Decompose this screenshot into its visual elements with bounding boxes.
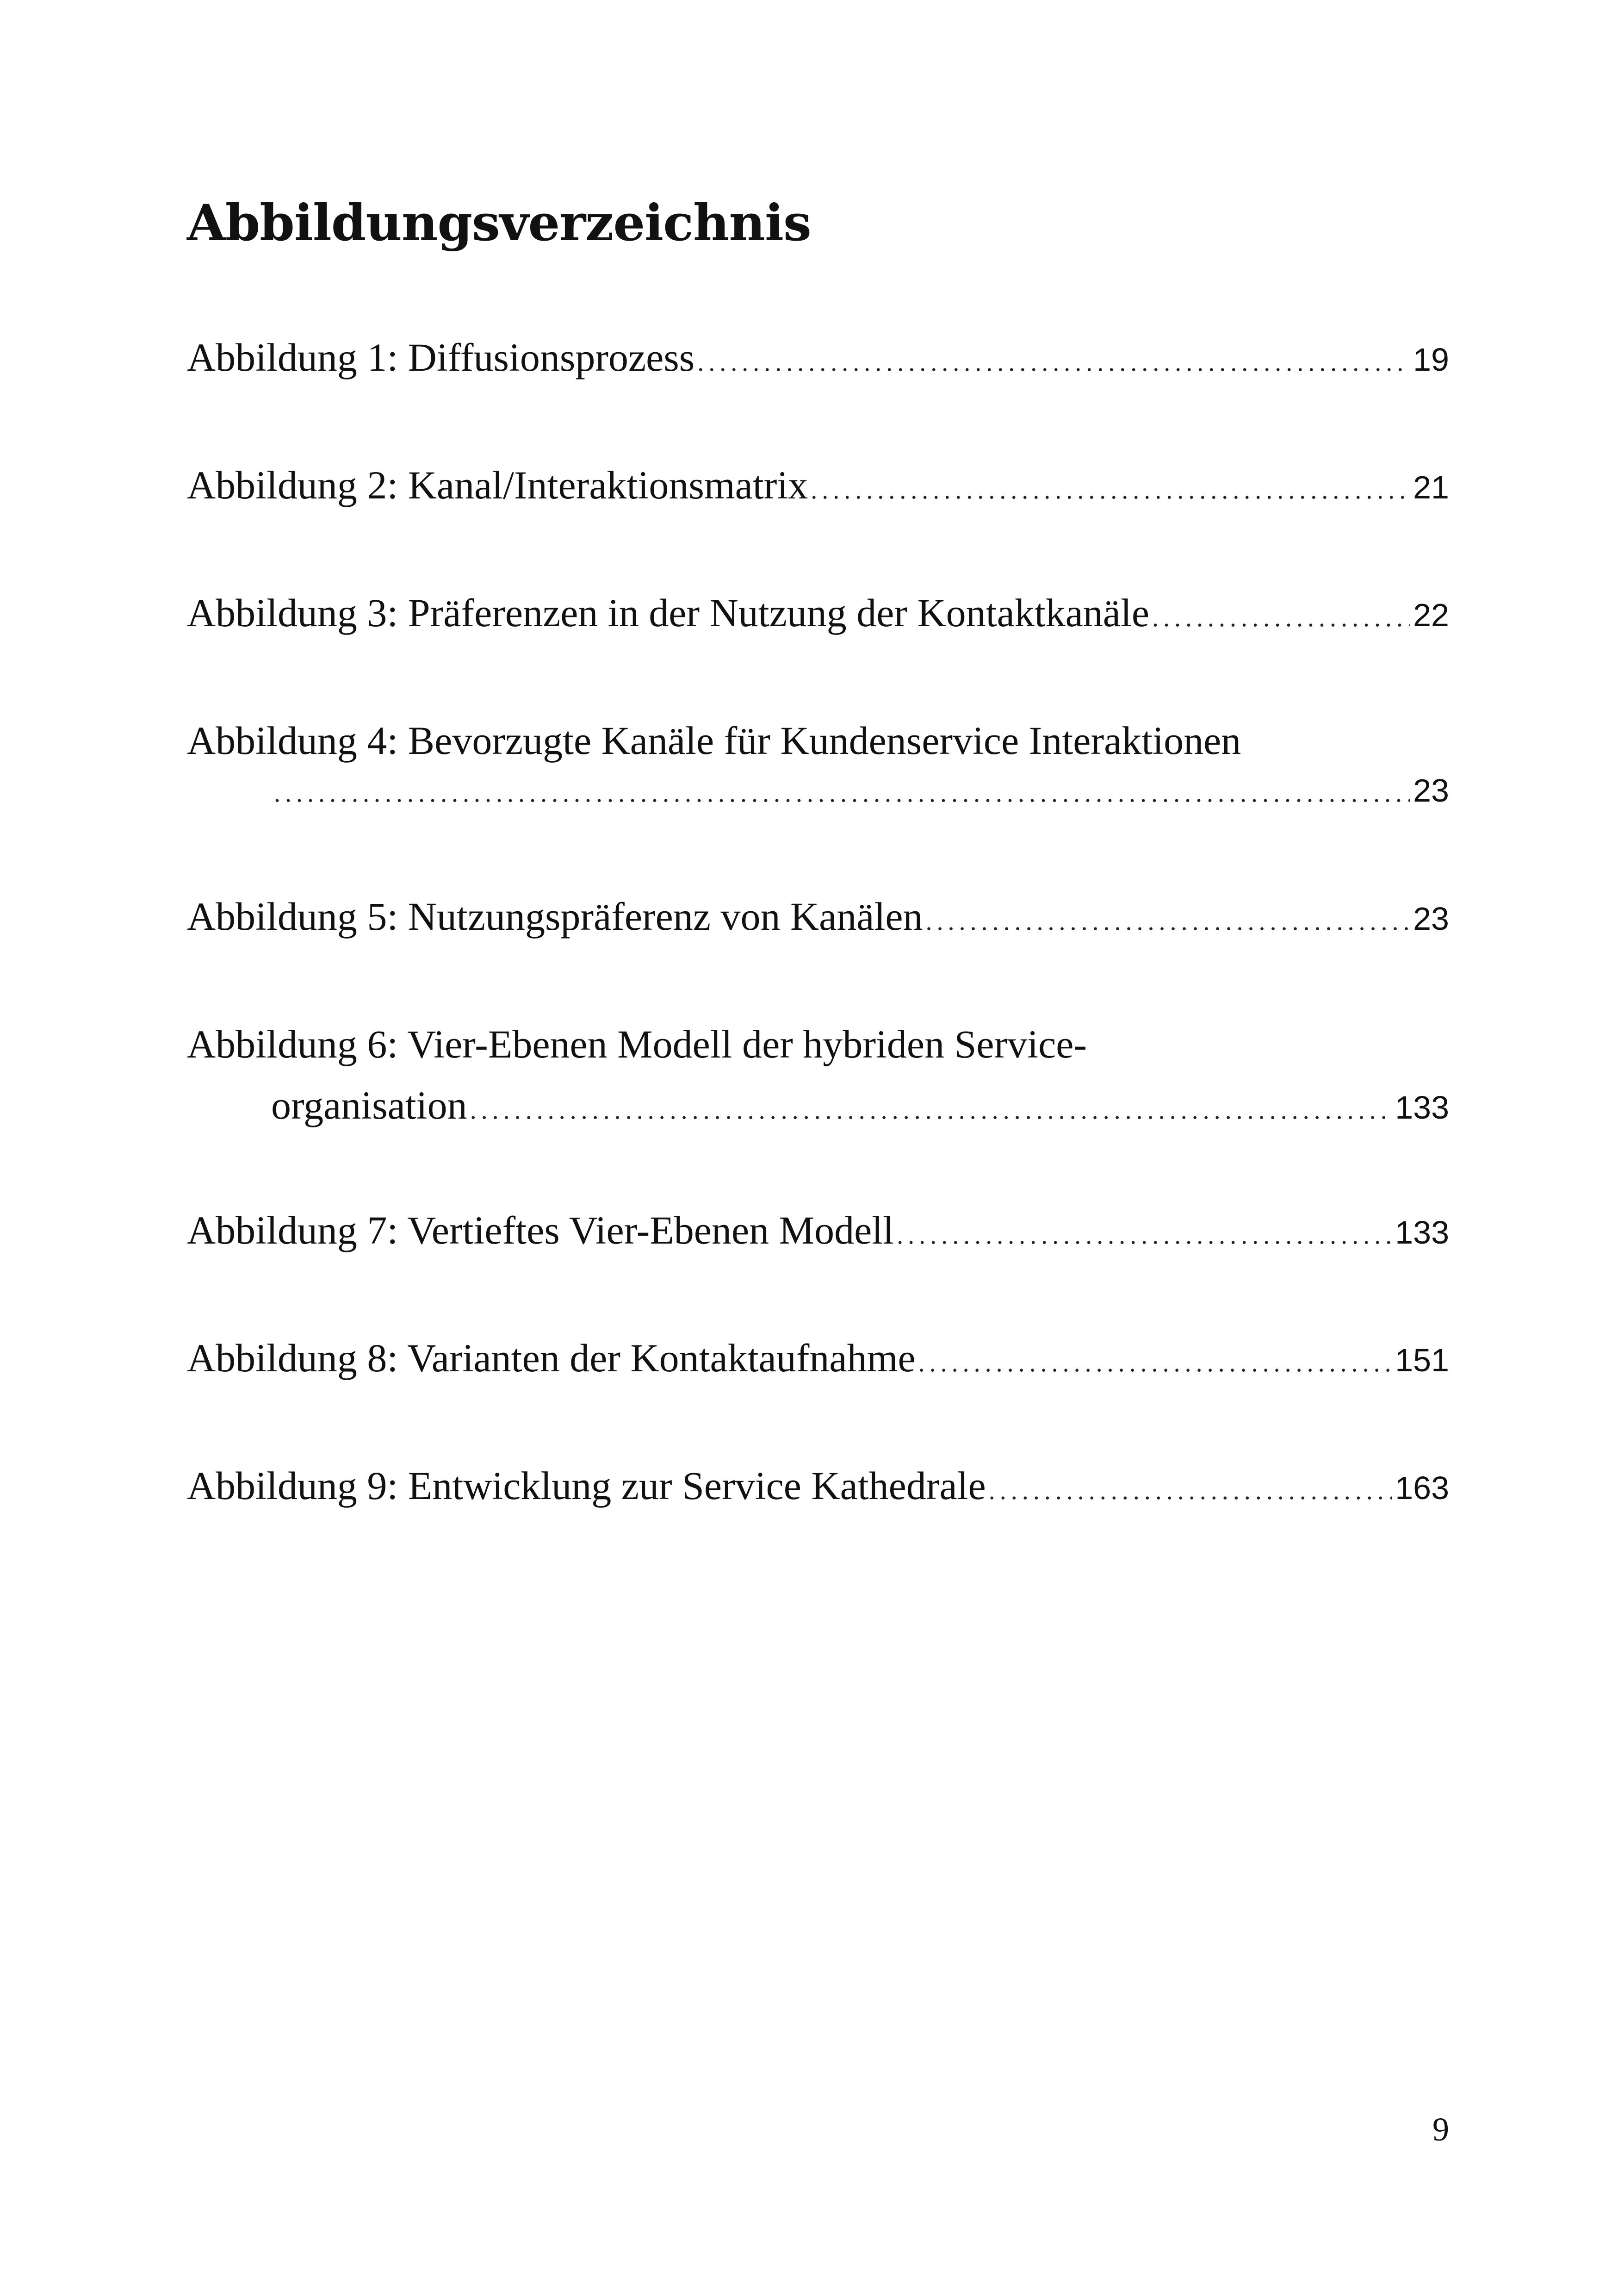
toc-entry-page: 23: [1413, 772, 1449, 809]
toc-entry-label: Abbildung 4: Bevorzugte Kanäle für Kundenservice Interaktionen: [187, 718, 1241, 763]
toc-entry-4[interactable]: [187, 717, 1449, 816]
toc-entry-page: 133: [1395, 1214, 1449, 1251]
dot-leader: [926, 898, 1411, 945]
dot-leader: [897, 1212, 1392, 1258]
toc-entry-8[interactable]: [187, 1335, 1449, 1386]
toc-entry-label: Abbildung 2: Kanal/Interaktionsmatrix: [187, 463, 808, 507]
dot-leader: [697, 339, 1410, 386]
toc-entry-page: 133: [1395, 1089, 1449, 1126]
toc-entry-page: 21: [1413, 469, 1449, 505]
toc-entry-label: Abbildung 7: Vertieftes Vier-Ebenen Modell: [187, 1208, 894, 1252]
toc-entry-page: 19: [1413, 342, 1449, 378]
toc-entry-5[interactable]: [187, 893, 1449, 945]
dot-leader: [918, 1340, 1393, 1386]
toc-entry-page: 151: [1395, 1342, 1449, 1378]
dot-leader: [470, 1087, 1393, 1133]
toc-entry-7[interactable]: [187, 1207, 1449, 1258]
page-number: 9: [1432, 2111, 1449, 2148]
toc-entry-3[interactable]: [187, 590, 1449, 641]
toc-entry-2[interactable]: [187, 462, 1449, 513]
dot-leader: [1152, 595, 1410, 641]
toc-entry-page: 22: [1413, 597, 1449, 633]
toc-entry-label: Abbildung 5: Nutzungspräferenz von Kanälen: [187, 894, 923, 939]
dot-leader: [811, 467, 1410, 513]
toc-entry-1[interactable]: [187, 334, 1449, 386]
toc-entry-label: Abbildung 1: Diffusionsprozess: [187, 335, 695, 380]
dot-leader: [274, 770, 1410, 816]
dot-leader: [989, 1468, 1393, 1514]
toc-entry-page: 23: [1413, 901, 1449, 937]
toc-entry-9[interactable]: [187, 1462, 1449, 1514]
toc-entry-label: Abbildung 6: Vier-Ebenen Modell der hybriden Service-: [187, 1022, 1087, 1066]
toc-entry-6[interactable]: [187, 1021, 1449, 1133]
toc-entry-page: 163: [1395, 1470, 1449, 1506]
toc-entry-label: Abbildung 8: Varianten der Kontaktaufnahme: [187, 1336, 916, 1380]
toc-entry-label: Abbildung 9: Entwicklung zur Service Kathedrale: [187, 1463, 986, 1508]
toc-entry-label-continuation: organisation: [271, 1083, 467, 1127]
toc-entry-label: Abbildung 3: Präferenzen in der Nutzung der Kontaktkanäle: [187, 591, 1150, 635]
page-title: Abbildungsverzeichnis: [187, 194, 811, 252]
